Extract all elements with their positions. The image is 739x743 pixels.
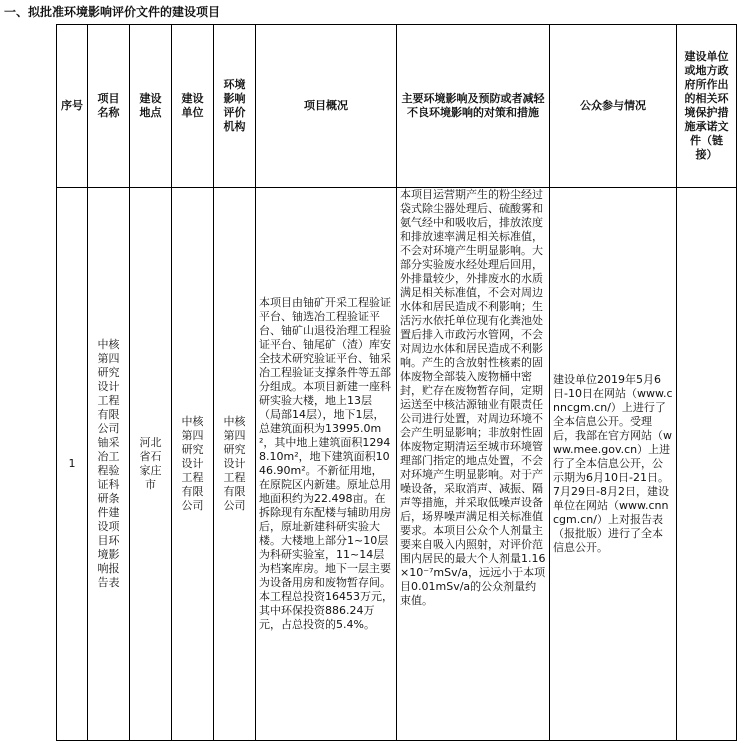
cell-location: 河北省石家庄市 [130,188,172,741]
cell-overview: 本项目由铀矿开采工程验证平台、铀选冶工程验证平台、铀矿山退役治理工程验证平台、铀尾矿（渣）库安全技术研究验证平台、铀采冶工程验证支撑条件等五部分组成。本项目新建一座科研实验大楼，地上13层（局部14层），地下1层，总建筑面积为13995.0m²，其中地上建筑面积12948.10m²，地下建筑面积1046.90m²。不新征用地，在原院区内新建。原址总用地面积约为22.498亩。在拆除现有东配楼与辅助用房后，原址新建科研实验大楼。大楼地上部分1~10层为科研实验室，11~14层为档案库房。地下一层主要为设备用房和废物暂存间。本工程总投资16453万元，其中环保投资886.24万元，占总投资的5.4%。 [256,188,397,741]
cell-agency: 中核第四研究设计工程有限公司 [214,188,256,741]
table-row [57,188,737,741]
cell-unit: 中核第四研究设计工程有限公司 [172,188,214,741]
header-agency: 环境影响评价机构 [214,25,256,188]
cell-measures: 本项目运营期产生的粉尘经过袋式除尘器处理后、硫酸雾和氨气经中和吸收后，排放浓度和排放速率满足相关标准值，不会对环境产生明显影响。大部分实验废水经处理后回用，外排量较少，外排废水的水质满足相关标准值，不会对周边水体和居民造成不利影响；生活污水依托单位现有化粪池处置后排入市政污水管网，不会对周边水体和居民造成不利影响。产生的含放射性核素的固体废物全部装入废物桶中密封，贮存在废物暂存间，定期运送至中核沽源铀业有限责任公司进行处置，对周边环境不会产生明显影响；非放射性固体废物定期清运至城市环境管理部门指定的地点处置，不会对环境产生明显影响。对于产噪设备，采取消声、减振、隔声等措施，并采取低噪声设备后，场界噪声满足相关标准值要求。本项目公众个人剂量主要来自吸入内照射，对评价范围内居民的最大个人剂量1.16×10⁻⁷mSv/a，远远小于本项目0.01mSv/a的公众剂量约束值。 [397,188,550,741]
header-seq: 序号 [57,25,88,188]
header-measures: 主要环境影响及预防或者减轻不良环境影响的对策和措施 [397,25,550,188]
table-header-row [57,25,737,188]
cell-name: 中核第四研究设计工程有限公司铀采冶工程验证科研条件建设项目环境影响报告表 [88,188,130,741]
section-title: 一、拟批准环境影响评价文件的建设项目 [4,5,221,19]
header-name: 项目名称 [88,25,130,188]
header-commitment: 建设单位或地方政府所作出的相关环境保护措施承诺文件（链接） [677,25,737,188]
cell-public: 建设单位2019年5月6日-10日在网站（www.cnncgm.cn/）上进行了全本信息公开。受理后，我部在官方网站（www.mee.gov.cn）上进行了全本信息公开，公示期为6月10日-21日。7月29日-8月2日，建设单位在网站（www.cnncgm.cn/）上对报告表（报批版）进行了全本信息公开。 [550,188,677,741]
header-public: 公众参与情况 [550,25,677,188]
project-table [56,24,737,741]
cell-seq: 1 [57,188,88,741]
header-location: 建设地点 [130,25,172,188]
cell-commitment [677,188,737,741]
header-unit: 建设单位 [172,25,214,188]
header-overview: 项目概况 [256,25,397,188]
